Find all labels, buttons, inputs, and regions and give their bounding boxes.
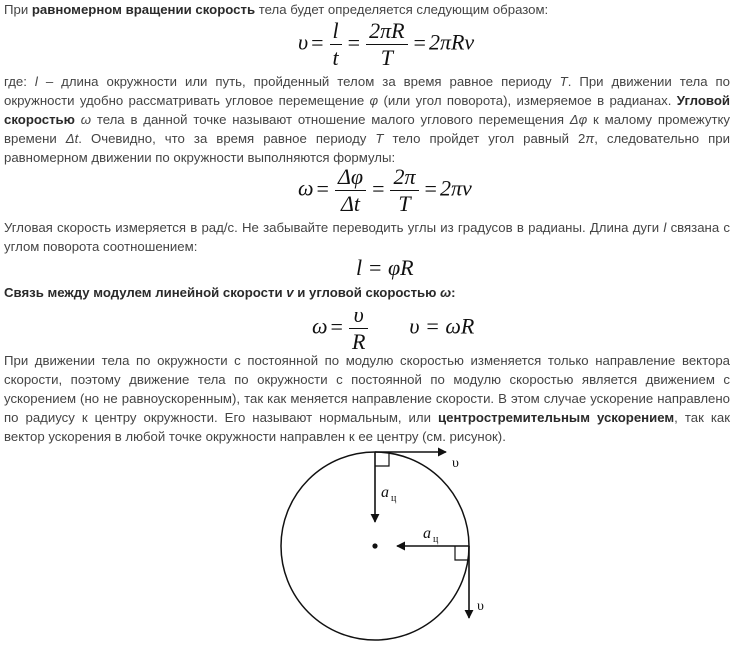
formula-angular-velocity: ω = $\frac{\Delta\varphi}{\Delta t}$ = $\frac{2\pi}{T}$ = 2πν (298, 164, 472, 216)
right-angle-mark-right (455, 546, 469, 560)
paragraph-uniform-rotation: При равномерном вращении скорость тела будет определяется следующим образом: (4, 2, 549, 17)
label-acceleration-right: a (423, 525, 431, 542)
paragraph-relation-heading: Связь между модулем линейной скорости v и угловой скоростью ω: (4, 285, 456, 300)
term-uniform-rotation: равномерном вращении скорость (31, 2, 256, 17)
label-acceleration-right-sub: ц (433, 534, 439, 545)
formula-arc-length: l = φR (356, 255, 414, 280)
label-acceleration-top-sub: ц (391, 493, 397, 504)
label-velocity-right: υ (477, 599, 484, 614)
term-centripetal-acceleration: центростремительным ускорением (438, 410, 675, 425)
right-angle-mark-top (375, 452, 389, 466)
formula-linear-speed: υ = $\frac{l}{t}$ = $\frac{2\pi R}{T}$ = 2πRν (298, 18, 475, 70)
circle-trajectory (281, 452, 469, 640)
formula-linear-angular-relation: ω = $\frac{\upsilon}{R}$ υ = ωR (312, 302, 475, 354)
paragraph-units: Угловая скорость измеряется в рад/с. Не забывайте переводить углы из градусов в радианы. Длина дуги l связана с углом поворота соотношением: (4, 220, 731, 254)
circle-center-dot (372, 543, 377, 548)
paragraph-centripetal: При движении тела по окружности с постоянной по модулю скоростью изменяется только направление вектора скорости, поэтому движение тела по окружности с постоянной по модулю скоростью является движением с ускорением (но не равноускоренным), так как меняется направление скорости. В этом случае ускорение направлено по радиусу к центру окружности. Его называют нормальным, или центростремительным ускорением, так как вектор ускорения в любой точке окружности направлен к ее центру (см. рисунок). (4, 353, 731, 444)
term-angular-velocity: Угловой скоростью (4, 93, 731, 127)
paragraph-angular-velocity: где: l – длина окружности или путь, пройденный телом за время равное периоду T. При движении тела по окружности удобно рассматривать угловое перемещение φ (или угол поворота), измеряемое в радианах. Угловой скоростью ω тела в данной точке называют отношение малого углового перемещения Δφ к малому промежутку времени Δt. Очевидно, что за время равное периоду T тело пройдет угол равный 2π, следовательно при равномерном движении по окружности выполняются формулы: (4, 74, 731, 165)
label-velocity-top: υ (452, 456, 459, 471)
label-acceleration-top: a (381, 484, 389, 501)
